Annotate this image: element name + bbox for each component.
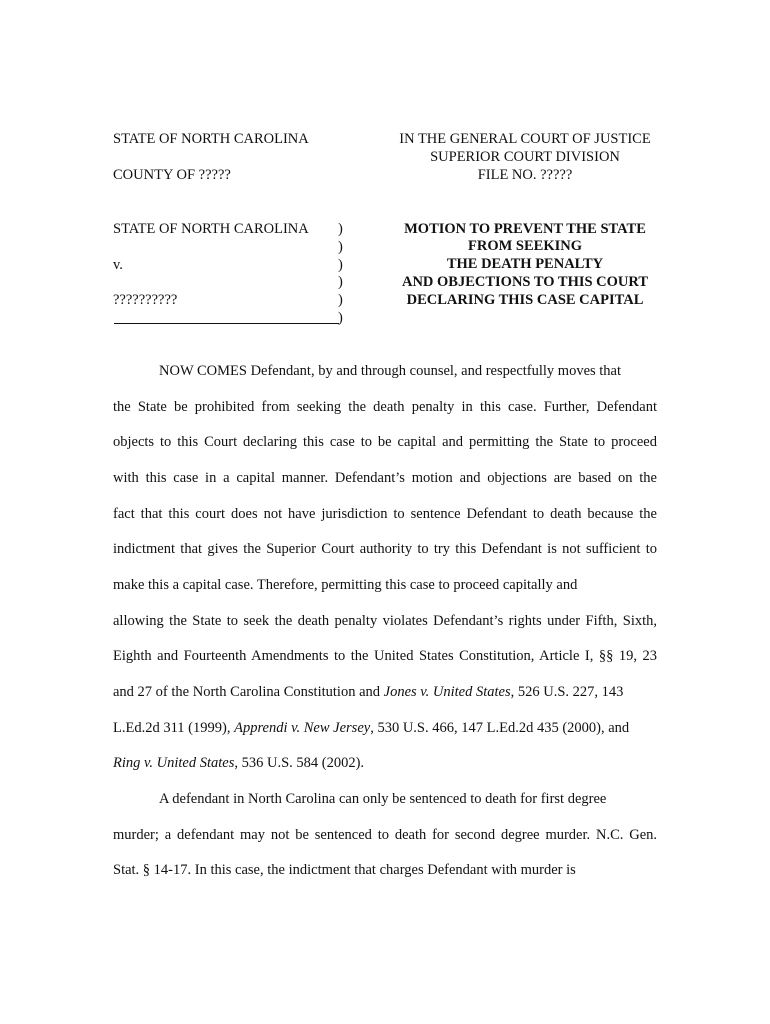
- motion-title-line: AND OBJECTIONS TO THIS COURT: [401, 274, 649, 290]
- court-division: SUPERIOR COURT DIVISION: [430, 149, 620, 165]
- body-line: the State be prohibited from seeking the death penalty in this case. Further, Defendant: [113, 399, 657, 415]
- body-line: Stat. § 14-17. In this case, the indictment that charges Defendant with murder is: [113, 862, 576, 878]
- body-text: , 526 U.S. 227, 143: [510, 684, 624, 700]
- body-text: L.Ed.2d 311 (1999),: [113, 720, 235, 736]
- motion-title-line: DECLARING THIS CASE CAPITAL: [406, 292, 644, 308]
- body-line-with-citation: [113, 683, 623, 701]
- motion-title-line: FROM SEEKING: [468, 238, 582, 254]
- body-line: make this a capital case. Therefore, permitting this case to proceed capitally and: [113, 577, 578, 593]
- versus-label: v.: [113, 257, 123, 273]
- file-number: FILE NO. ?????: [477, 167, 573, 183]
- body-line: allowing the State to seek the death penalty violates Defendant’s rights under Fifth, Sixth,: [113, 613, 657, 629]
- caption-paren: ): [338, 292, 343, 308]
- motion-title-line: THE DEATH PENALTY: [446, 256, 604, 272]
- caption-paren: ): [338, 274, 343, 290]
- caption-paren: ): [338, 310, 343, 326]
- defendant-name: ??????????: [113, 292, 178, 308]
- case-citation: Apprendi v. New Jersey: [234, 720, 371, 736]
- body-line-with-citation: [113, 719, 629, 737]
- body-line: Eighth and Fourteenth Amendments to the United States Constitution, Article I, §§ 19, 23: [113, 648, 657, 664]
- caption-paren: ): [338, 257, 343, 273]
- court-name: IN THE GENERAL COURT OF JUSTICE: [399, 131, 651, 147]
- body-line: NOW COMES Defendant, by and through counsel, and respectfully moves that: [159, 363, 622, 379]
- body-text: , 536 U.S. 584 (2002).: [234, 755, 365, 771]
- body-line: A defendant in North Carolina can only be sentenced to death for first degree: [159, 791, 607, 807]
- plaintiff-name: STATE OF NORTH CAROLINA: [113, 221, 309, 237]
- caption-paren: ): [338, 239, 343, 255]
- case-citation: Jones v. United States: [383, 684, 511, 700]
- caption-underline: [114, 323, 339, 324]
- caption-paren: ): [338, 221, 343, 237]
- body-text: , 530 U.S. 466, 147 L.Ed.2d 435 (2000), and: [370, 720, 630, 736]
- body-line: fact that this court does not have jurisdiction to sentence Defendant to death because the: [113, 506, 657, 522]
- caption-county: COUNTY OF ?????: [113, 167, 231, 183]
- caption-state: STATE OF NORTH CAROLINA: [113, 131, 309, 147]
- body-line: with this case in a capital manner. Defendant’s motion and objections are based on the: [113, 470, 657, 486]
- body-line: indictment that gives the Superior Court authority to try this Defendant is not sufficient to: [113, 541, 657, 557]
- body-line: objects to this Court declaring this case to be capital and permitting the State to proceed: [113, 434, 657, 450]
- body-line: murder; a defendant may not be sentenced to death for second degree murder. N.C. Gen.: [113, 827, 657, 843]
- body-line-with-citation: [113, 754, 364, 772]
- motion-title-line: MOTION TO PREVENT THE STATE: [404, 221, 646, 237]
- case-citation: Ring v. United States: [113, 755, 235, 771]
- body-text: and 27 of the North Carolina Constitution and: [113, 684, 384, 700]
